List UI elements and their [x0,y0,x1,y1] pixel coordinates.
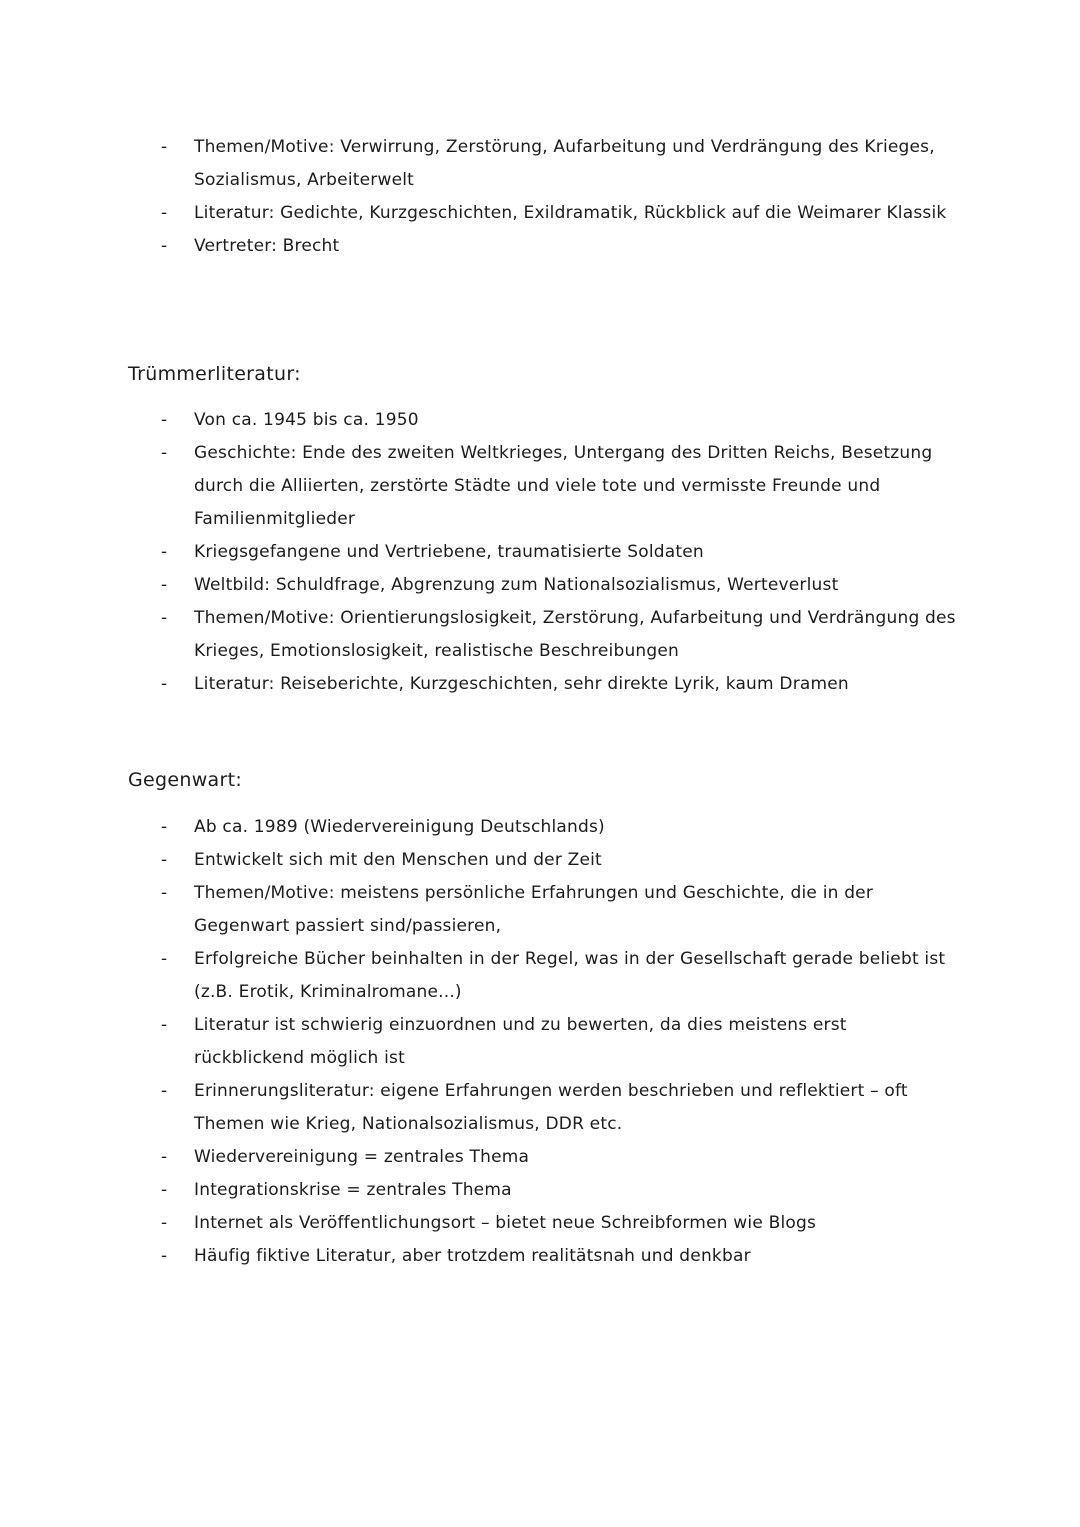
bullet-dash: - [161,850,168,870]
list-item-text: Wiedervereinigung = zentrales Thema [194,1147,530,1167]
list-item [0,404,1080,437]
list-item-text: Entwickelt sich mit den Menschen und der Zeit [194,850,602,870]
bullet-dash: - [161,575,168,595]
list-item-text: Erinnerungsliteratur: eigene Erfahrungen werden beschrieben und reflektiert – oft Themen wie Krieg, Nationalsozialismus, DDR etc. [194,1081,908,1134]
list-item [0,197,1080,230]
list-item [0,1075,1080,1141]
section-heading-truemmerliteratur: Trümmerliteratur: [128,363,301,385]
list-item [0,437,1080,536]
list-item-text: Literatur: Gedichte, Kurzgeschichten, Exildramatik, Rückblick auf die Weimarer Klassik [194,203,947,223]
gegenwart-list [0,811,1080,1273]
bullet-dash: - [161,410,168,430]
bullet-dash: - [161,236,168,256]
list-item-text: Internet als Veröffentlichungsort – bietet neue Schreibformen wie Blogs [194,1213,817,1233]
bullet-dash: - [161,883,168,903]
list-item-text: Erfolgreiche Bücher beinhalten in der Regel, was in der Gesellschaft gerade beliebt ist (z.B. Erotik, Kriminalromane...) [194,949,946,1002]
bullet-dash: - [161,443,168,463]
list-item [0,844,1080,877]
section-continued-list [0,131,1080,263]
bullet-dash: - [161,674,168,694]
section-heading-gegenwart: Gegenwart: [128,769,243,791]
list-item [0,569,1080,602]
list-item-text: Themen/Motive: meistens persönliche Erfahrungen und Geschichte, die in der Gegenwart passiert sind/passieren, [194,883,874,936]
bullet-dash: - [161,949,168,969]
bullet-dash: - [161,137,168,157]
list-item-text: Von ca. 1945 bis ca. 1950 [194,410,419,430]
bullet-dash: - [161,1213,168,1233]
bullet-dash: - [161,542,168,562]
list-item-text: Integrationskrise = zentrales Thema [194,1180,512,1200]
list-item [0,230,1080,263]
list-item [0,811,1080,844]
list-item-text: Kriegsgefangene und Vertriebene, traumatisierte Soldaten [194,542,704,562]
bullet-dash: - [161,1015,168,1035]
list-item [0,1009,1080,1075]
list-item-text: Literatur ist schwierig einzuordnen und zu bewerten, da dies meistens erst rückblickend möglich ist [194,1015,847,1068]
list-item [0,668,1080,701]
list-item-text: Häufig fiktive Literatur, aber trotzdem realitätsnah und denkbar [194,1246,751,1266]
bullet-dash: - [161,1180,168,1200]
list-item-text: Literatur: Reiseberichte, Kurzgeschichten, sehr direkte Lyrik, kaum Dramen [194,674,849,694]
bullet-dash: - [161,203,168,223]
list-item-text: Geschichte: Ende des zweiten Weltkrieges, Untergang des Dritten Reichs, Besetzung durch die Alliierten, zerstörte Städte und viele tote und vermisste Freunde und Familienmitglieder [194,443,933,529]
list-item [0,877,1080,943]
list-item-text: Themen/Motive: Verwirrung, Zerstörung, Aufarbeitung und Verdrängung des Krieges, Sozialismus, Arbeiterwelt [194,137,935,190]
list-item [0,1174,1080,1207]
list-item [0,1207,1080,1240]
list-item-text: Vertreter: Brecht [194,236,340,256]
bullet-dash: - [161,817,168,837]
truemmerliteratur-list [0,404,1080,701]
bullet-dash: - [161,1147,168,1167]
list-item-text: Weltbild: Schuldfrage, Abgrenzung zum Nationalsozialismus, Werteverlust [194,575,839,595]
list-item-text: Themen/Motive: Orientierungslosigkeit, Zerstörung, Aufarbeitung und Verdrängung des Krieges, Emotionslosigkeit, realistische Beschreibungen [194,608,956,661]
list-item [0,536,1080,569]
list-item [0,943,1080,1009]
bullet-dash: - [161,1246,168,1266]
list-item [0,602,1080,668]
bullet-dash: - [161,1081,168,1101]
list-item [0,1240,1080,1273]
list-item [0,1141,1080,1174]
list-item [0,131,1080,197]
bullet-dash: - [161,608,168,628]
list-item-text: Ab ca. 1989 (Wiedervereinigung Deutschlands) [194,817,605,837]
